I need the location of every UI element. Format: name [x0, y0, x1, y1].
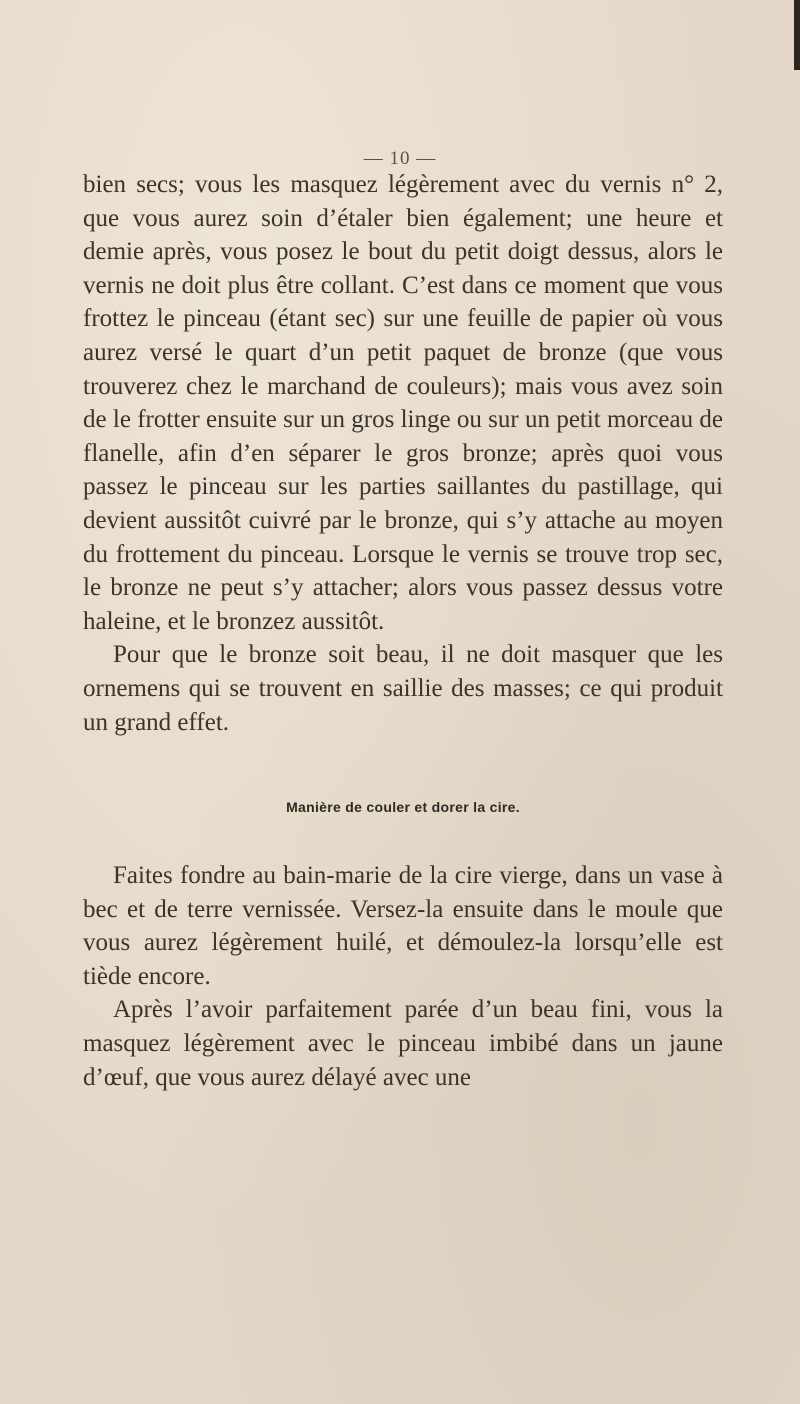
section-heading: Manière de couler et dorer la cire. — [286, 799, 520, 816]
page-number: — 10 — — [363, 148, 437, 169]
page-edge-shadow — [794, 0, 800, 70]
paragraph-bronze-effect: Pour que le bronze soit beau, il ne doit masquer que les ornemens qui se trouvent en saillie des masses; ce qui produit un grand effet. — [83, 641, 723, 736]
body-text — [83, 168, 723, 1094]
paragraph-melt-wax: Faites fondre au bain-marie de la cire vierge, dans un vase à bec et de terre vernissée. Versez-la ensuite dans le moule que vous aurez légèrement huilé, et démoulez-la lorsqu’elle est tiède encore. — [83, 862, 723, 990]
paragraph-continued: bien secs; vous les masquez légèrement avec du vernis n° 2, que vous aurez soin d’étaler bien également; une heure et demie après, vous posez le bout du petit doigt dessus, alors le vernis ne doit plus être collant. C’est dans ce moment que vous frottez le pinceau (étant sec) sur une feuille de papier où vous aurez versé le quart d’un petit paquet de bronze (que vous trouverez chez le marchand de couleurs); mais vous avez soin de le frotter ensuite sur un gros linge ou sur un petit morceau de flanelle, afin d’en séparer le gros bronze; après quoi vous passez le pinceau sur les parties saillantes du pastillage, qui devient aussitôt cuivré par le bronze, qui s’y attache au moyen du frottement du pinceau. Lorsque le vernis se trouve trop sec, le bronze ne peut s’y attacher; alors vous passez dessus votre haleine, et le bronzez aussitôt. — [83, 171, 723, 635]
paragraph-finish-wax: Après l’avoir parfaitement parée d’un beau fini, vous la masquez légèrement avec le pinceau imbibé dans un jaune d’œuf, que vous aurez délayé avec une — [83, 996, 723, 1091]
